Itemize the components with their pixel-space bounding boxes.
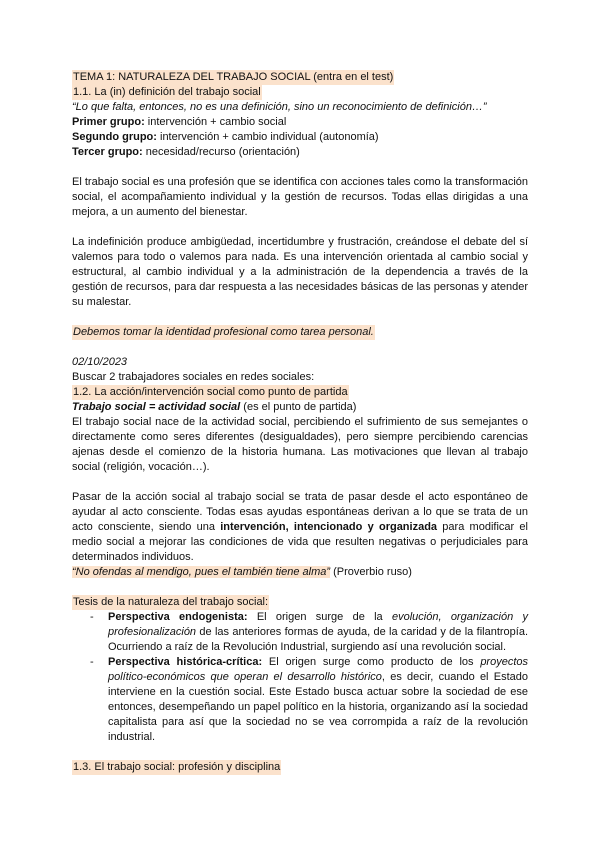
list-item-text: El origen surge como producto de los: [262, 656, 481, 668]
group-line: [72, 115, 528, 130]
document-content: [72, 70, 528, 775]
list-item: [72, 655, 528, 745]
list-item: [72, 610, 528, 655]
date: 02/10/2023: [72, 356, 128, 368]
tesis-list: [72, 610, 528, 745]
paragraph: El trabajo social nace de la actividad social, percibiendo el sufrimiento de sus semejantes o directamente como seres diferentes (desigualdades), pero siempre percibiendo carencias ajenas desde el comienzo de la historia humana. Las motivaciones que llevan al trabajo social (religión, vocación…).: [72, 416, 528, 473]
highlight-italic-note: Debemos tomar la identidad profesional como tarea personal.: [73, 326, 374, 338]
paragraph-bold: intervención, intencionado y organizada: [220, 521, 438, 533]
list-item-label: Perspectiva histórica-crítica:: [108, 656, 263, 668]
group-text: intervención + cambio individual (autonomía): [156, 131, 379, 143]
group-line: [72, 130, 528, 145]
group-label: Primer grupo:: [72, 116, 145, 128]
list-item-italic: proyectos político-económicos que operan el desarrollo histórico: [108, 656, 529, 683]
list-item-text: , es decir, cuando el Estado interviene en la cuestión social. Este Estado busca actuar sobre la sociedad de ese entonces, desempeñando un papel político en la historia, organizando así la sociedad capitalista para así que la sociedad no se vea corrompida a raíz de la revolución industrial.: [108, 671, 528, 743]
section-1-1-quote: “Lo que falta, entonces, no es una definición, sino un reconocimiento de definición…”: [72, 101, 487, 113]
group-label: Tercer grupo:: [72, 146, 143, 158]
group-label: Segundo grupo:: [72, 131, 157, 143]
tesis-title: Tesis de la naturaleza del trabajo social:: [73, 596, 269, 608]
paragraph: [72, 490, 528, 565]
list-item-text: El origen surge de la: [247, 611, 392, 623]
section-1-2-title: 1.2. La acción/intervención social como punto de partida: [73, 386, 348, 398]
tema-title: TEMA 1: NATURALEZA DEL TRABAJO SOCIAL (entra en el test): [73, 71, 394, 83]
paragraph-text: Pasar de la acción social al trabajo social se trata de pasar desde el acto espontáneo de ayudar al acto consciente. Todas esas ayudas espontáneas derivan a lo que se trata de un acto consciente, siendo una: [72, 491, 528, 533]
section-1-3-title: 1.3. El trabajo social: profesión y disciplina: [73, 761, 281, 773]
list-item-text: de las anteriores formas de ayuda, de la caridad y de la filantropía. Ocurriendo a raíz de la Revolución Industrial, surgiendo así una revolución social.: [108, 626, 528, 653]
dash-bullet: -: [90, 656, 94, 668]
group-line: [72, 145, 528, 160]
paragraph: La indefinición produce ambigüedad, incertidumbre y frustración, creándose el debate del sí valemos para todo o valemos para nada. Es una intervención orientada al cambio social y estructural, al cambio individual y a la administración de la dependencia a través de la gestión de recursos, para dar respuesta a las necesidades básicas de las personas y atender su malestar.: [72, 236, 528, 308]
list-item-label: Perspectiva endogenista:: [108, 611, 248, 623]
list-item-italic: evolución, organización y profesionalización: [108, 611, 528, 638]
definition-line: [72, 400, 528, 415]
dash-bullet: -: [90, 611, 94, 623]
definition-rest: (es el punto de partida): [240, 401, 357, 413]
group-text: intervención + cambio social: [144, 116, 287, 128]
paragraph: El trabajo social es una profesión que se identifica con acciones tales como la transformación social, el acompañamiento individual y la gestión de recursos. Todas ellas dirigidas a una mejora, a un aumento del bienestar.: [72, 176, 528, 218]
task-note: Buscar 2 trabajadores sociales en redes sociales:: [72, 371, 315, 383]
section-1-1-title: 1.1. La (in) definición del trabajo social: [73, 86, 261, 98]
proverb-source: (Proverbio ruso): [330, 566, 412, 578]
group-text: necesidad/recurso (orientación): [142, 146, 300, 158]
definition-term: Trabajo social = actividad social: [72, 401, 241, 413]
proverb-quote: “No ofendas al mendigo, pues el también tiene alma”: [72, 566, 331, 578]
proverb-line: [72, 565, 528, 580]
paragraph-text: para modificar el medio social a mejorar las condiciones de vida que resulten negativas o perjudiciales para determinados individuos.: [72, 521, 528, 563]
